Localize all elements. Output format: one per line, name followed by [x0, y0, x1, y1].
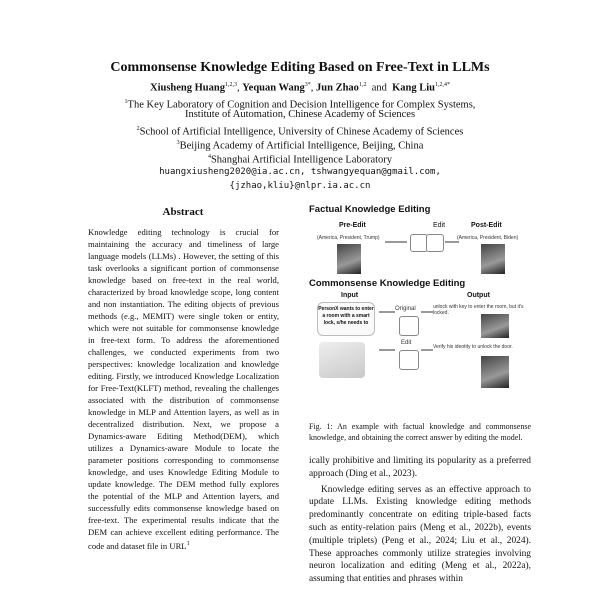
author-name: Jun Zhao — [316, 82, 359, 94]
author-sup: 3* — [304, 82, 311, 88]
person-illustration — [319, 342, 365, 378]
email-line: huangxiusheng2020@ia.ac.cn, tshwangyequan@gmail.com, — [159, 167, 441, 177]
figure-caption: Fig. 1: An example with factual knowledge and commonsense knowledge, and obtaining the correct answer by editing the model. — [309, 422, 531, 442]
abstract-text: Knowledge editing technology is crucial for maintaining the accuracy and timeliness of large language models (LLMs) . However, the setting of this task overlooks a significant portion of commonsense knowledge based on free-text in the real world, characterized by broad knowledge scope, long content and non instantiation. The editing objects of previous methods (e.g., MEMIT) were single token or entity, which were not suitable for commonsense knowledge in free-text form. To address the aforementioned challenges, we conducted experiments from two perspectives: knowledge localization and knowledge editing. Firstly, we introduced Knowledge Localization for Free-Text(KLFT) method, revealing the challenges associated with the distribution of commonsense knowledge in MLP and Attention layers, as well as in decentralized distribution. Next, we propose a Dynamics-aware Editing Method(DEM), which utilizes a Dynamics-aware Module to locate the parameter positions corresponding to commonsense knowledge, and uses Knowledge Editing Module to update knowledge. The DEM method fully explores the potential of the MLP and Attention layers, and successfully edits commonsense knowledge based on free-text. The experimental results indicate that the DEM can achieve excellent editing performance. The code and dataset file in URL$^1$ — [88, 227, 279, 551]
affiliation: $^3$Beijing Academy of Artificial Intelligence, Beijing, China — [176, 140, 424, 152]
figure-1 — [309, 200, 531, 412]
unlock-photo — [481, 356, 509, 388]
paper-title: Commonsense Knowledge Editing Based on Free-Text in LLMs — [110, 60, 490, 75]
author-name: Yequan Wang — [242, 82, 305, 94]
edit-label: Edit — [433, 222, 446, 229]
input-label: Input — [341, 292, 359, 299]
edit-label-2: Edit — [401, 340, 412, 346]
edited-output: Verify his identity to unlock the door. — [433, 344, 513, 350]
affiliation: Institute of Automation, Chinese Academy of Sciences — [184, 109, 416, 120]
abstract-heading: Abstract — [162, 206, 204, 218]
footnote-marker: 1 — [186, 541, 190, 547]
email-line: {jzhao,kliu}@nlpr.ia.ac.cn — [229, 181, 371, 191]
original-label: Original — [395, 306, 416, 312]
pre-edit-label: Pre-Edit — [339, 222, 366, 229]
model-icon — [399, 316, 419, 336]
author-list: Xiusheng Huang$^{1,2,3}$, Yequan Wang$^{3*}$, Jun Zhao$^{1,2}$ and Kang Liu$^{1,2,4*}$ — [149, 82, 451, 94]
author-sup: 1,2 — [358, 82, 367, 88]
commonsense-heading: Commonsense Knowledge Editing — [309, 278, 466, 289]
paragraph: Knowledge editing serves as an effective approach to update LLMs. Existing knowledge editing methods predominantly concentrate on editing triple-based facts such as entity-relation pairs (Meng et al., 2022b), events (multiple triplets) (Peng et al., 2024; Liu et al., 2024). These approaches commonly utilize strategies involving neuron localization and editing (Meng et al., 2022a), assuming that entities and phrases within — [309, 484, 531, 585]
body-column — [309, 455, 531, 586]
pre-edit-answer: (America, President, Trump) — [317, 235, 380, 241]
input-text: PersonX wants to enter a room with a smart lock, s/he needs to — [317, 302, 375, 336]
post-edit-answer: (America, President, Biden) — [457, 235, 519, 241]
author-name: Xiusheng Huang — [149, 82, 225, 94]
affiliation: $^1$The Key Laboratory of Cognition and Decision Intelligence for Complex Systems, — [124, 99, 476, 111]
affiliation: $^4$Shanghai Artificial Intelligence Laboratory — [207, 154, 393, 166]
model-icon — [399, 350, 419, 370]
author-sup: 1,2,4* — [435, 82, 451, 88]
post-edit-label: Post-Edit — [471, 222, 502, 229]
author-sup: 1,2,3 — [224, 82, 237, 88]
locked-door-photo — [481, 314, 509, 338]
author-name: Kang Liu — [392, 82, 436, 94]
output-label: Output — [467, 292, 490, 299]
paragraph: ically prohibitive and limiting its popularity as a preferred approach (Ding et al., 2023). — [309, 456, 531, 479]
affiliation: $^2$School of Artificial Intelligence, University of Chinese Academy of Sciences — [136, 126, 464, 138]
original-output: unlock with key to enter the room, but it's locked. — [433, 304, 524, 316]
factual-heading: Factual Knowledge Editing — [309, 204, 431, 215]
